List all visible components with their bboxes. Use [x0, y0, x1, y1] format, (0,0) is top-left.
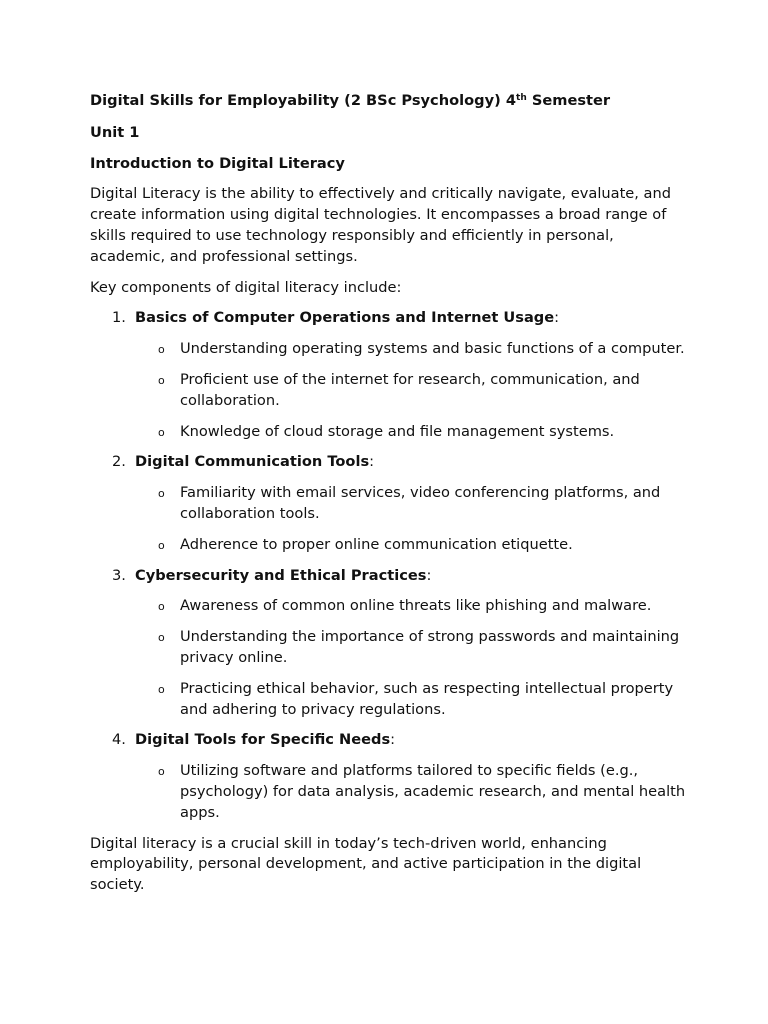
bullet-marker-icon: o: [158, 765, 165, 779]
component-heading: [90, 730, 690, 751]
component-title: Basics of Computer Operations and Internet Usage: [135, 309, 555, 327]
bullet-text: Understanding the importance of strong passwords and maintaining privacy online.: [180, 628, 680, 666]
bullet-item: [90, 679, 690, 721]
component-heading: [90, 566, 690, 587]
bullet-marker-icon: o: [158, 487, 165, 501]
bullet-item: [90, 596, 690, 617]
bullet-text: Awareness of common online threats like phishing and malware.: [180, 597, 652, 615]
bullet-marker-icon: o: [158, 373, 165, 387]
component-title: Digital Communication Tools: [135, 453, 370, 471]
bullet-marker-icon: o: [158, 343, 165, 357]
bullet-marker-icon: o: [158, 538, 165, 552]
component-heading: [90, 452, 690, 473]
component-title-suffix: :: [390, 731, 396, 749]
bullet-item: [90, 761, 690, 823]
document-title: [90, 91, 690, 112]
bullet-marker-icon: o: [158, 425, 165, 439]
conclusion-paragraph: Digital literacy is a crucial skill in today’s tech-driven world, enhancing employability, personal development, and active participation in the digital society.: [90, 834, 642, 894]
bullet-list: [90, 339, 690, 442]
component-number: 4.: [112, 731, 126, 749]
component-number: 3.: [112, 566, 126, 584]
bullet-marker-icon: o: [158, 682, 165, 696]
bullet-text: Understanding operating systems and basic functions of a computer.: [180, 340, 685, 358]
bullet-text: Familiarity with email services, video conferencing platforms, and collaboration tools.: [180, 484, 661, 522]
intro-paragraph: Digital Literacy is the ability to effectively and critically navigate, evaluate, and create information using digital technologies. It encompasses a broad range of skills required to use technology responsibly and efficiently in personal, academic, and professional settings.: [90, 185, 672, 265]
title-tail: Semester: [526, 92, 611, 109]
bullet-item: [90, 370, 690, 412]
bullet-item: [90, 627, 690, 669]
component-title-suffix: :: [369, 453, 375, 471]
bullet-item: [90, 422, 690, 443]
bullet-text: Utilizing software and platforms tailored to specific fields (e.g., psychology) for data analysis, academic research, and mental health apps.: [180, 762, 686, 821]
bullet-text: Adherence to proper online communication etiquette.: [180, 535, 573, 553]
bullet-list: [90, 596, 690, 720]
component-title-suffix: :: [554, 309, 560, 327]
bullet-text: Knowledge of cloud storage and file management systems.: [180, 422, 615, 440]
title-main: Digital Skills for Employability (2 BSc Psychology) 4: [90, 92, 517, 109]
component-item: [90, 566, 690, 721]
bullet-marker-icon: o: [158, 600, 165, 614]
unit-label: Unit 1: [90, 123, 140, 141]
bullet-list: [90, 761, 690, 823]
component-item: [90, 308, 690, 442]
component-heading: [90, 308, 690, 329]
bullet-text: Proficient use of the internet for research, communication, and collaboration.: [180, 370, 640, 409]
bullet-item: [90, 535, 690, 556]
title-superscript: th: [516, 93, 527, 103]
component-title-suffix: :: [426, 566, 432, 584]
bullet-list: [90, 483, 690, 555]
components-list: [90, 308, 690, 823]
component-title: Digital Tools for Specific Needs: [135, 731, 391, 749]
component-item: [90, 452, 690, 555]
bullet-item: [90, 339, 690, 360]
component-number: 2.: [112, 453, 126, 471]
section-heading: Introduction to Digital Literacy: [90, 154, 345, 172]
component-number: 1.: [112, 309, 126, 327]
bullet-item: [90, 483, 690, 525]
bullet-text: Practicing ethical behavior, such as respecting intellectual property and adhering to privacy regulations.: [180, 679, 674, 718]
document-page: [90, 91, 690, 906]
key-components-label: Key components of digital literacy include:: [90, 278, 402, 296]
component-item: [90, 730, 690, 823]
bullet-marker-icon: o: [158, 631, 165, 645]
component-title: Cybersecurity and Ethical Practices: [135, 566, 427, 584]
